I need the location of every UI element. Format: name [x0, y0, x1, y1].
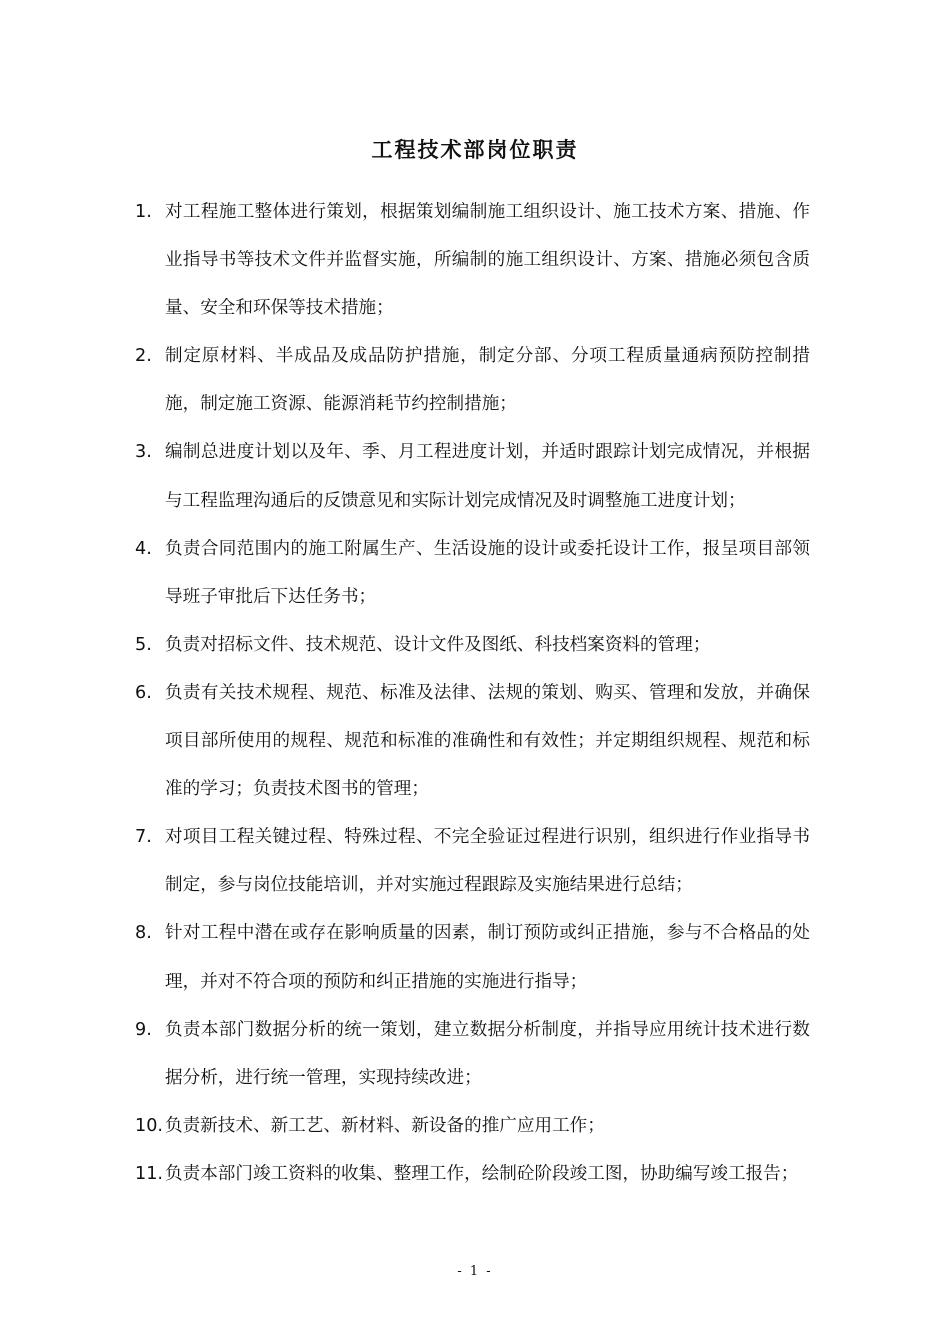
page-number: - 1 -: [457, 1264, 493, 1279]
duty-number: 11.: [135, 1163, 163, 1184]
duty-list: [135, 188, 810, 1198]
duty-text: 负责本部门竣工资料的收集、整理工作，绘制砼阶段竣工图，协助编写竣工报告；: [165, 1163, 799, 1184]
duty-item: [135, 1150, 810, 1198]
duty-number: 9.: [135, 1019, 152, 1040]
duty-number: 2.: [135, 346, 152, 367]
duty-item: [135, 669, 810, 813]
duty-text: 制定原材料、半成品及成品防护措施，制定分部、分项工程质量通病预防控制措施，制定施工资源、能源消耗节约控制措施；: [165, 346, 810, 415]
duty-item: [135, 1102, 810, 1150]
document-title: 工程技术部岗位职责: [371, 137, 579, 162]
duty-number: 3.: [135, 442, 152, 463]
duty-item: [135, 428, 810, 524]
duty-number: 7.: [135, 827, 152, 848]
duty-text: 负责本部门数据分析的统一策划，建立数据分析制度，并指导应用统计技术进行数据分析，进行统一管理，实现持续改进；: [165, 1019, 810, 1088]
duty-item: [135, 188, 810, 332]
duty-text: 对工程施工整体进行策划，根据策划编制施工组织设计、施工技术方案、措施、作业指导书等技术文件并监督实施，所编制的施工组织设计、方案、措施必须包含质量、安全和环保等技术措施；: [165, 202, 810, 319]
duty-number: 8.: [135, 923, 152, 944]
duty-item: [135, 525, 810, 621]
duty-item: [135, 332, 810, 428]
duty-text: 负责合同范围内的施工附属生产、生活设施的设计或委托设计工作，报呈项目部领导班子审批后下达任务书；: [165, 538, 810, 607]
duty-text: 负责有关技术规程、规范、标准及法律、法规的策划、购买、管理和发放，并确保项目部所使用的规程、规范和标准的准确性和有效性；并定期组织规程、规范和标准的学习；负责技术图书的管理；: [165, 682, 810, 800]
duty-item: [135, 813, 810, 909]
duty-number: 6.: [135, 682, 152, 703]
duty-number: 4.: [135, 538, 152, 559]
duty-text: 负责新技术、新工艺、新材料、新设备的推广应用工作；: [165, 1115, 605, 1136]
duty-item: [135, 1006, 810, 1102]
duty-item: [135, 621, 810, 669]
duty-text: 负责对招标文件、技术规范、设计文件及图纸、科技档案资料的管理；: [165, 634, 711, 655]
duty-text: 编制总进度计划以及年、季、月工程进度计划，并适时跟踪计划完成情况，并根据与工程监理沟通后的反馈意见和实际计划完成情况及时调整施工进度计划；: [165, 442, 810, 511]
duty-text: 对项目工程关键过程、特殊过程、不完全验证过程进行识别，组织进行作业指导书制定，参与岗位技能培训，并对实施过程跟踪及实施结果进行总结；: [165, 827, 810, 896]
duty-number: 5.: [135, 634, 152, 655]
duty-item: [135, 909, 810, 1005]
duty-text: 针对工程中潜在或存在影响质量的因素，制订预防或纠正措施，参与不合格品的处理，并对不符合项的预防和纠正措施的实施进行指导；: [165, 923, 810, 992]
duty-number: 1.: [135, 202, 152, 222]
duty-number: 10.: [135, 1115, 163, 1136]
